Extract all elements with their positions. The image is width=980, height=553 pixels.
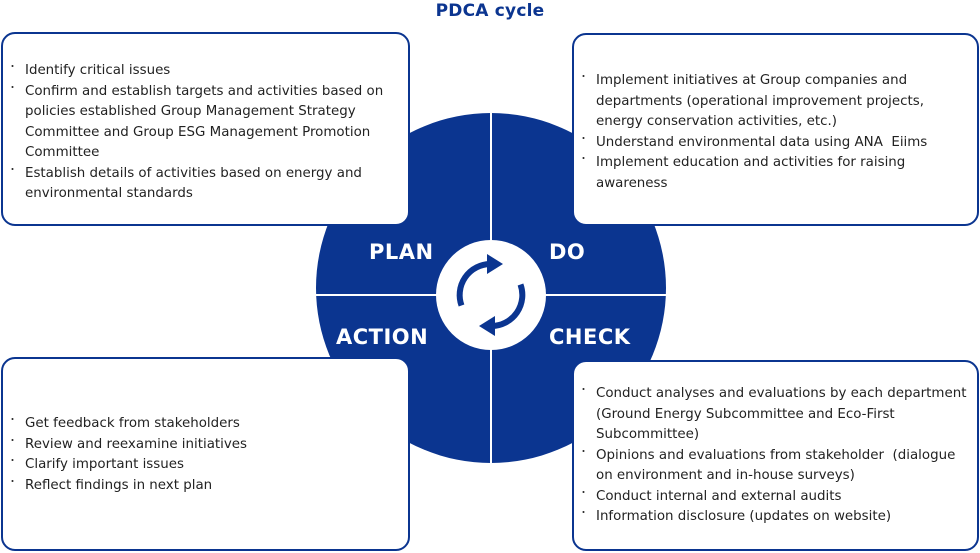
check-item: ・ Information disclosure (updates on website) <box>582 507 971 528</box>
check-list <box>582 384 971 528</box>
plan-item: ・ Establish details of activities based on energy and environmental standards <box>11 164 402 205</box>
action-item: ・ Review and reexamine initiatives <box>11 435 402 456</box>
action-item: ・ Clarify important issues <box>11 455 402 476</box>
do-item: ・ Implement initiatives at Group companies and departments (operational improvement projects, energy conservation activities, etc.) <box>582 71 971 133</box>
plan-list <box>11 61 402 205</box>
check-item: ・ Conduct internal and external audits <box>582 487 971 508</box>
do-item: ・ Understand environmental data using ANA Eiims <box>582 133 971 154</box>
action-item: ・ Get feedback from stakeholders <box>11 414 402 435</box>
action-item: ・ Reflect findings in next plan <box>11 476 402 497</box>
action-list <box>11 414 402 496</box>
diagram-title: PDCA cycle <box>435 1 545 21</box>
do-list <box>582 71 971 194</box>
action-label: ACTION <box>336 325 429 349</box>
plan-box <box>1 32 410 226</box>
check-item: ・ Conduct analyses and evaluations by each department (Ground Energy Subcommittee and Eco-First Subcommittee) <box>582 384 971 446</box>
check-item: ・ Opinions and evaluations from stakeholder (dialogue on environment and in-house surveys) <box>582 446 971 487</box>
plan-label: PLAN <box>369 240 434 264</box>
plan-item: ・ Identify critical issues <box>11 61 402 82</box>
do-label: DO <box>549 240 586 264</box>
check-label: CHECK <box>549 325 631 349</box>
check-box <box>572 360 979 551</box>
plan-item: ・ Confirm and establish targets and activities based on policies established Group Management Strategy Committee and Group ESG Management Promotion Committee <box>11 82 402 164</box>
action-box <box>1 357 410 551</box>
do-box <box>572 33 979 226</box>
do-item: ・ Implement education and activities for raising awareness <box>582 153 971 194</box>
